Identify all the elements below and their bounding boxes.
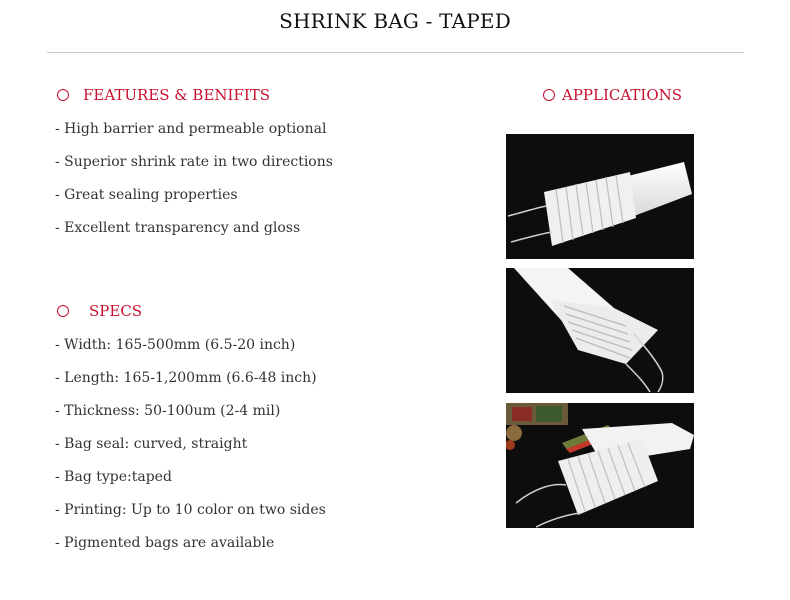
feature-item: - High barrier and permeable optional	[55, 121, 327, 137]
spec-item: - Bag type:taped	[55, 469, 172, 485]
circle-outline-icon	[57, 305, 69, 317]
feature-item: - Great sealing properties	[55, 187, 238, 203]
spec-item: - Printing: Up to 10 color on two sides	[55, 502, 326, 518]
specs-heading	[57, 302, 142, 320]
specs-heading-label: SPECS	[89, 302, 143, 320]
page-title: SHRINK BAG - TAPED	[279, 9, 511, 33]
spec-item: - Bag seal: curved, straight	[55, 436, 248, 452]
application-photo-taped-bag-with-food	[506, 403, 694, 528]
applications-heading	[543, 86, 682, 104]
feature-item: - Superior shrink rate in two directions	[55, 154, 333, 170]
circle-outline-icon	[57, 89, 69, 101]
spec-item: - Width: 165-500mm (6.5-20 inch)	[55, 337, 296, 353]
features-heading-label: FEATURES & BENIFITS	[83, 86, 271, 104]
spec-item: - Length: 165-1,200mm (6.6-48 inch)	[55, 370, 317, 386]
application-photo-taped-bag-horizontal	[506, 134, 694, 259]
applications-heading-label: APPLICATIONS	[562, 86, 683, 104]
specs-list	[55, 335, 326, 566]
spec-item: - Pigmented bags are available	[55, 535, 275, 551]
circle-outline-icon	[543, 89, 555, 101]
features-list	[55, 119, 333, 251]
features-heading	[57, 86, 270, 104]
feature-item: - Excellent transparency and gloss	[55, 220, 301, 236]
spec-item: - Thickness: 50-100um (2-4 mil)	[55, 403, 281, 419]
title-divider	[47, 52, 744, 53]
application-photo-taped-bag-diagonal	[506, 268, 694, 393]
